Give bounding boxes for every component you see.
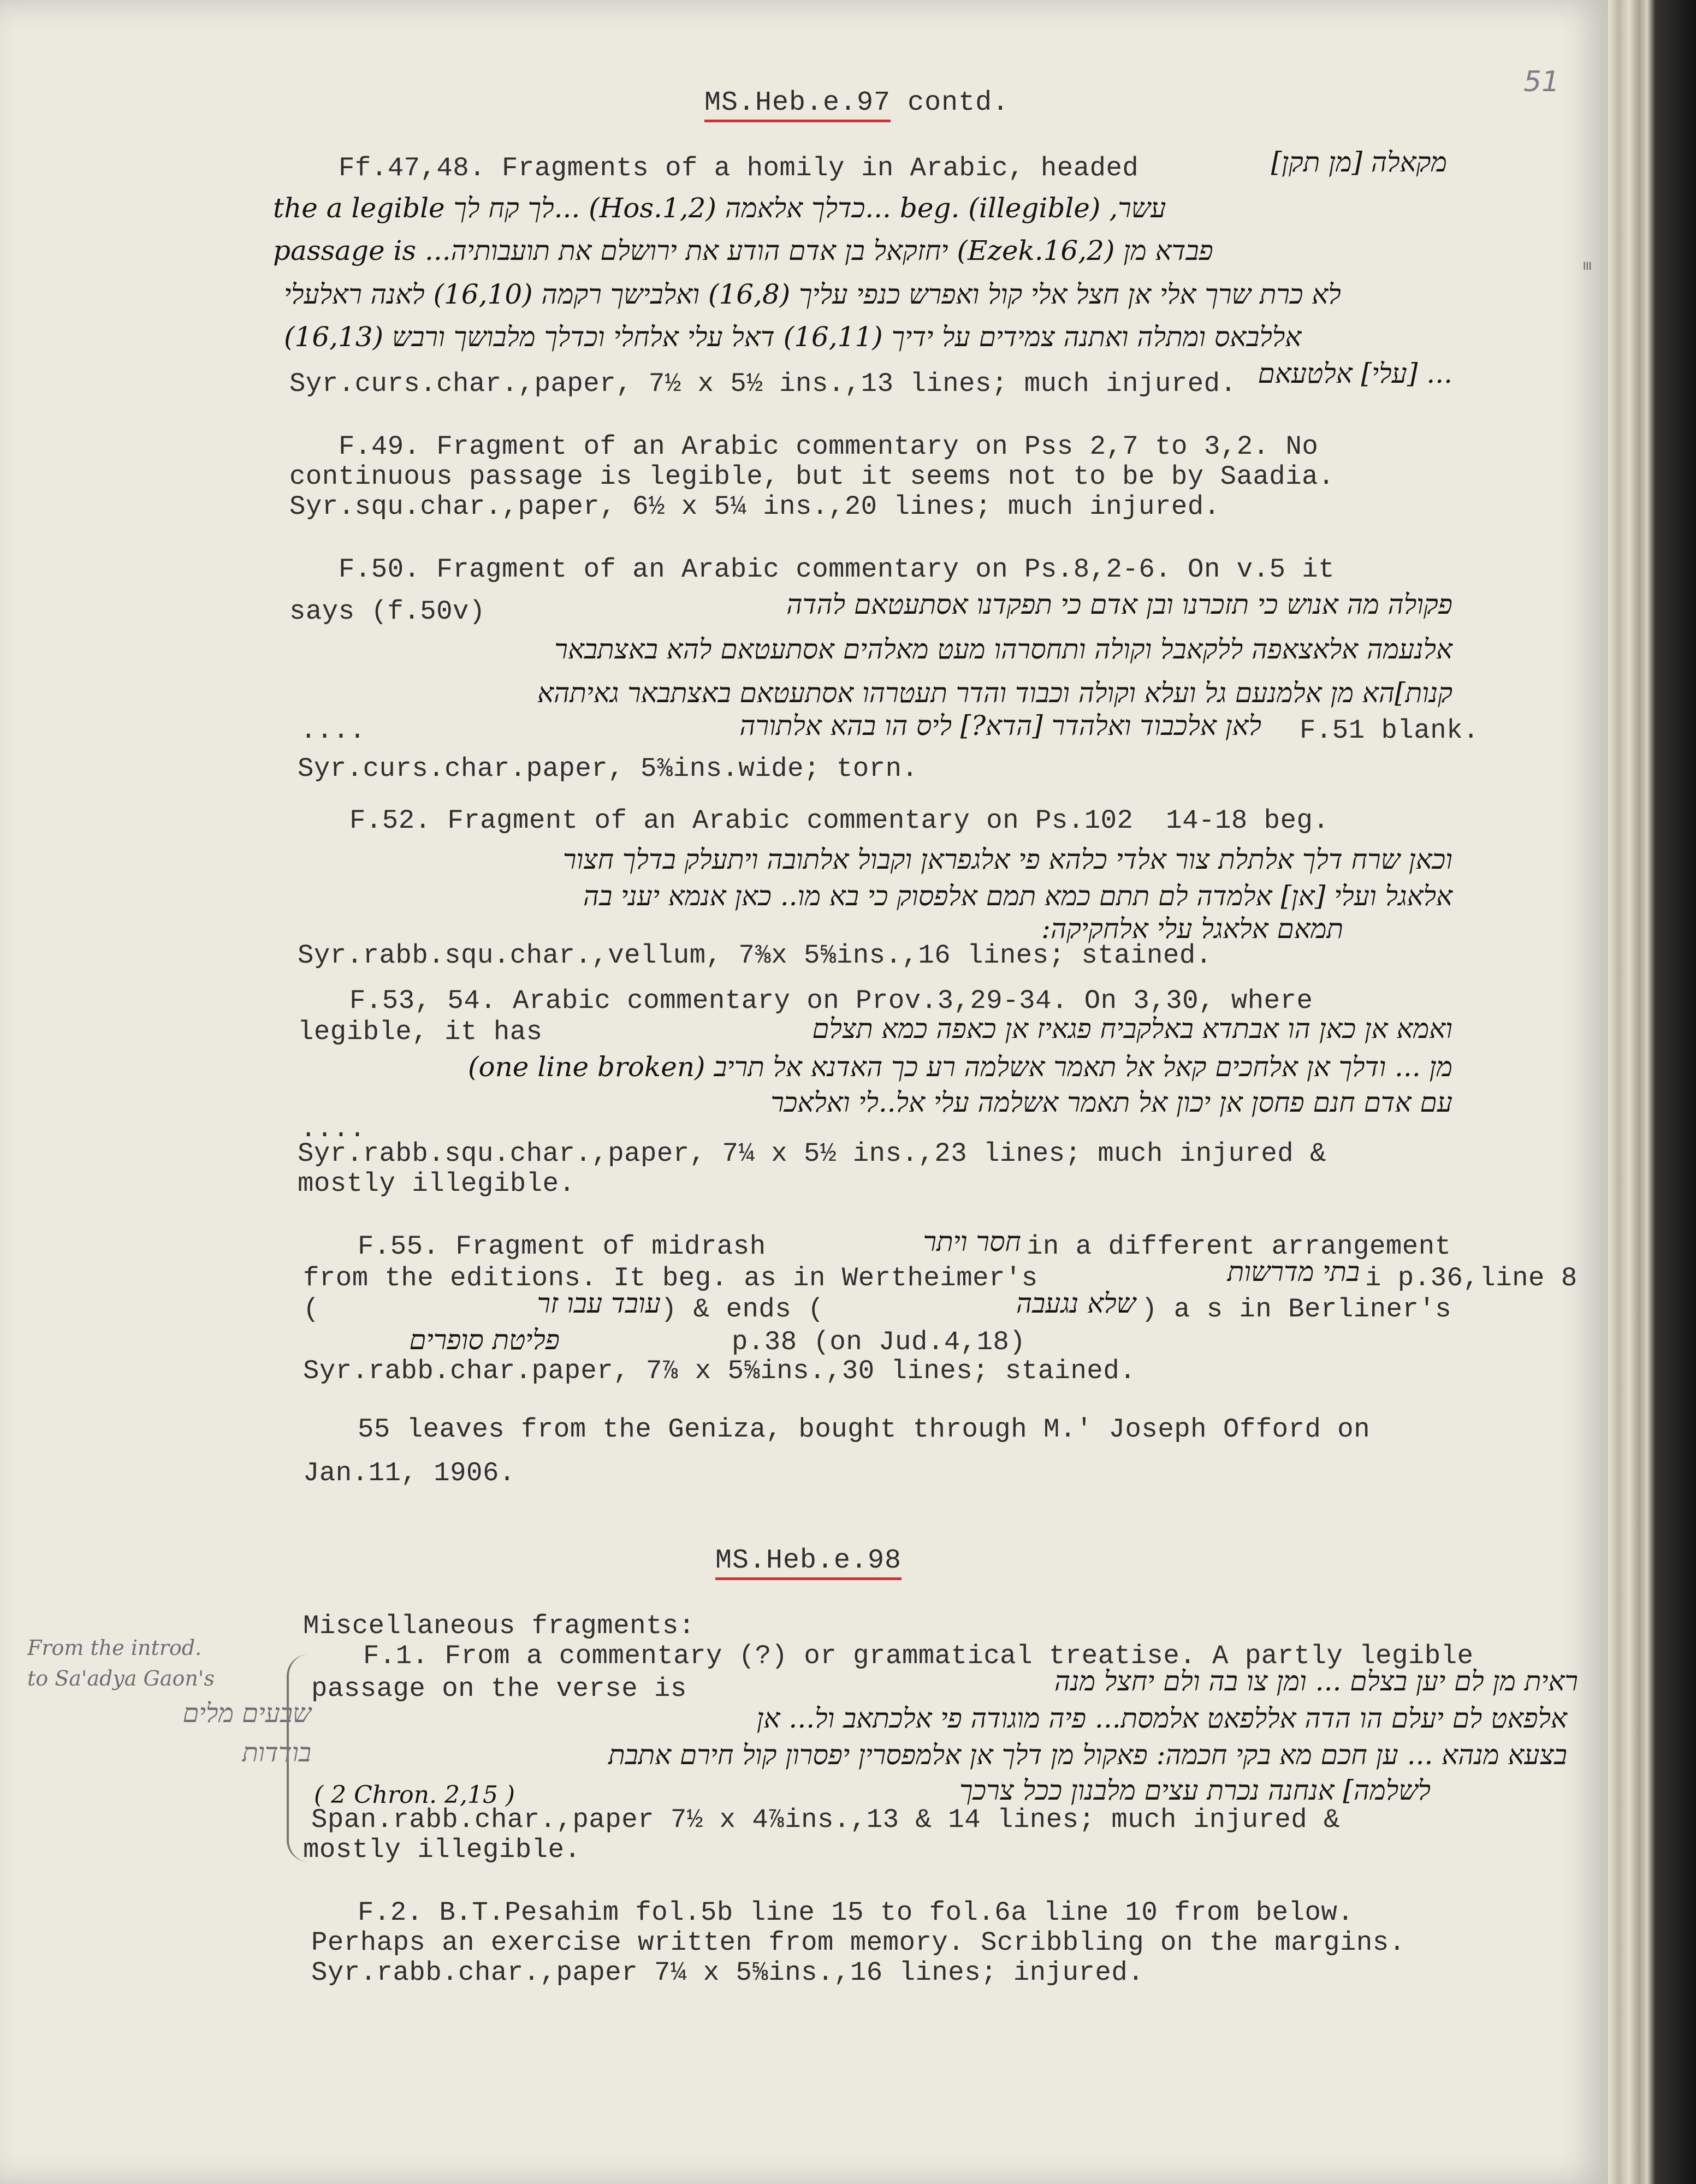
entry-f55-hebrew-begin: עובד עבו זר [537, 1287, 661, 1319]
entry-f1-line2: passage on the verse is [311, 1673, 687, 1704]
entry-f55-hebrew-end: שלא נגעבה [1016, 1287, 1136, 1319]
entry-f1-citation: ( 2 Chron. 2,15 ) [314, 1781, 515, 1809]
entry-f2-line2: Perhaps an exercise written from memory. Scribbling on the margins. [311, 1927, 1406, 1958]
entry-f2-line3: Syr.rabb.char.,paper 7¼ x 5⅝ins.,16 lines; injured. [311, 1957, 1144, 1988]
entry-f55-description: Syr.rabb.char.paper, 7⅞ x 5⅝ins.,30 lines; stained. [303, 1356, 1136, 1386]
entry-f55-hebrew-berliner: פליטת סופרים [409, 1324, 560, 1356]
entry-f1-line1: F.1. From a commentary (?) or grammatical treatise. A partly legible [363, 1641, 1474, 1671]
heading-suffix: contd. [891, 87, 1010, 118]
entry-f50-line1: F.50. Fragment of an Arabic commentary on Ps.8,2-6. On v.5 it [339, 554, 1335, 585]
acquisition-note-line2: Jan.11, 1906. [303, 1458, 515, 1488]
entry-f49-line1: F.49. Fragment of an Arabic commentary on Pss 2,7 to 3,2. No [339, 431, 1319, 462]
entry-ff47-handwritten-5: ... [עלי] אלטעאם [1258, 358, 1452, 389]
entry-ff47-handwritten-2: passage is ...יחזקאל בן אדם הודע את ירושלם את תועבותיה (Ezek.16,2) פבדא מן [273, 235, 1213, 266]
entry-ff47-handwritten-3: לא כרת שרך אלי אן חצל אלי קול ואפרש כנפי עליך (16,8) ואלבישך רקמה (16,10) לאנה ראלעלי [284, 278, 1341, 310]
entry-f53-ellipsis: .... [300, 1114, 366, 1144]
entry-ff47-hebrew-heading: מקאלה [מן תקן] [1271, 146, 1447, 178]
entry-f53-handwritten-1: ואמא אן כאן הו אבתדא באלקביח פגאיז אן כאפה כמא תצלם [812, 1013, 1452, 1044]
entry-f55-line1a: F.55. Fragment of midrash [358, 1231, 766, 1262]
entry-ff47-handwritten-4: אללבאס ומתלה ואתנה צמידים על ידיך (16,11) דאל עלי אלחלי וכדלך מלבושך ורבש (16,13) [284, 321, 1302, 353]
entry-f49-line3: Syr.squ.char.,paper, 6½ x 5¼ ins.,20 lines; much injured. [289, 491, 1220, 522]
entry-f55-line2b: i p.36,line 8 [1365, 1263, 1578, 1293]
entry-f55-line3b: ) & ends ( [661, 1294, 825, 1325]
entry-f53-handwritten-2: מן ... ודלך אן אלחכים קאל אל תאמר אשלמה רע כך האדנא אל תריב (one line broken) [467, 1051, 1452, 1083]
margin-note-line1: From the introd. [27, 1636, 202, 1660]
entry-f53-description-1: Syr.rabb.squ.char.,paper, 7¼ x 5½ ins.,23 lines; much injured & [298, 1138, 1327, 1169]
margin-note-line4: בודדות [242, 1737, 311, 1768]
entry-f52-description: Syr.rabb.squ.char.,vellum, 7⅜x 5⅝ins.,16 lines; stained. [298, 940, 1212, 971]
entry-f50-handwritten-2: אלנעמה אלאצאפה ללקאבל וקולה ותחסרהו מעט מאלהים אסתעטאם להא באצתבאר [554, 633, 1452, 665]
section-heading-ms-heb-e-98 [715, 1545, 902, 1576]
edge-mark: ≡ [1576, 260, 1596, 271]
entry-f50-description: Syr.curs.char.paper, 5⅜ins.wide; torn. [298, 753, 918, 784]
entry-f1-handwritten-1: ראית מן לם יען בצלם ... ומן צו בה ולם יחצל מנה [1054, 1665, 1578, 1697]
entry-f52-handwritten-2: אלאגל ועלי [אן] אלמדה לם תתם כמא תמם אלפסוק כי בא מו.. כאן אנמא יעני בה [583, 880, 1452, 912]
margin-brace [287, 1654, 311, 1862]
shelfmark: MS.Heb.e.97 [704, 87, 891, 122]
book-binding-edge [1594, 0, 1696, 2184]
entry-f55-line4: p.38 (on Jud.4,18) [732, 1327, 1026, 1357]
entry-f52-handwritten-3: תמאם אלאגל עלי אלחקיקה: [1041, 913, 1343, 945]
entry-ff47-handwritten-1: עשר, beg. (illegible) ...כדלך אלאמה (Hos.1,2) ...לך קח לך the a legible [273, 192, 1166, 224]
entry-ff47-line1: Ff.47,48. Fragments of a homily in Arabic, headed [339, 153, 1139, 183]
misc-fragments-label: Miscellaneous fragments: [303, 1611, 695, 1641]
entry-f55-line3c: ) a s in Berliner's [1141, 1294, 1452, 1325]
section-heading-ms-heb-e-97 [704, 87, 1009, 118]
entry-f50-ellipsis: .... [300, 715, 366, 746]
entry-f50-line2: says (f.50v) [289, 596, 485, 627]
folio-number: 51 [1523, 66, 1560, 98]
entry-f55-line2a: from the editions. It beg. as in Wertheimer's [303, 1263, 1038, 1293]
entry-f53-handwritten-3: עם אדם חנם פחסן אן יכון אל תאמר אשלמה עלי אל..לי ואלאכר [770, 1087, 1452, 1118]
entry-f50-handwritten-1: פקולה מה אנוש כי תזכרנו ובן אדם כי תפקדנו אסתעטאם להדה [786, 589, 1452, 620]
entry-f53-description-2: mostly illegible. [298, 1168, 576, 1199]
entry-ff47-description: Syr.curs.char.,paper, 7½ x 5½ ins.,13 lines; much injured. [289, 369, 1237, 399]
entry-f50-handwritten-3: קנות]הא מן אלמנעם גל ועלא וקולה וכבוד והדר תעטרהו אסתעטאם באצתבאר גאיתהא [537, 677, 1452, 709]
entry-f55-line3a: ( [303, 1294, 319, 1325]
entry-f55-hebrew-source: בתי מדרשות [1227, 1256, 1360, 1287]
entry-f50-handwritten-4: לאן אלכבוד ואלהדר [הדא?] ליס הו בהא אלתורה [739, 710, 1261, 741]
entry-f55-line1b: in a different arrangement [1027, 1231, 1451, 1262]
entry-f2-line1: F.2. B.T.Pesahim fol.5b line 15 to fol.6a line 10 from below. [358, 1897, 1354, 1928]
margin-note-line2: to Sa'adya Gaon's [27, 1666, 215, 1690]
entry-f1-handwritten-2: אלפאט לם יעלם הו הדה אללפאט אלמסת... פיה מוגודה פי אלכתאב ול... אן [756, 1702, 1567, 1734]
entry-f55-hebrew-title: חסר ויתר [923, 1226, 1021, 1257]
shelfmark: MS.Heb.e.98 [715, 1545, 902, 1580]
entry-f1-handwritten-3: בצעא מנהא ... ען חכם מא בקי חכמה: פאקול מן דלך אן אלמפסרין יפסרון קול חירם אתבת [608, 1739, 1567, 1771]
acquisition-note-line1: 55 leaves from the Geniza, bought through M.' Joseph Offord on [358, 1414, 1371, 1445]
entry-f1-handwritten-4: לשלמה] אנחנה נכרת עצים מלבנון ככל צרכך [959, 1775, 1431, 1806]
entry-f51-blank: F.51 blank. [1300, 715, 1479, 746]
entry-f53-line1: F.53, 54. Arabic commentary on Prov.3,29-34. On 3,30, where [349, 986, 1313, 1016]
entry-f52-handwritten-1: וכאן שרח דלך אלתלת צור אלדי כלהא פי אלגפראן וקבול אלתובה ויתעלק בדלך חצור [562, 844, 1452, 875]
margin-note-line3: שבעים מלים [182, 1698, 311, 1729]
entry-f49-line2: continuous passage is legible, but it seems not to be by Saadia. [289, 461, 1335, 492]
entry-f52-line1: F.52. Fragment of an Arabic commentary on Ps.102 14-18 beg. [349, 805, 1330, 836]
entry-f53-line2: legible, it has [298, 1017, 543, 1047]
entry-f1-description-1: Span.rabb.char.,paper 7½ x 4⅞ins.,13 & 14 lines; much injured & [311, 1805, 1341, 1835]
entry-f1-description-2: mostly illegible. [303, 1835, 581, 1865]
margin-annotation [27, 1633, 311, 1772]
